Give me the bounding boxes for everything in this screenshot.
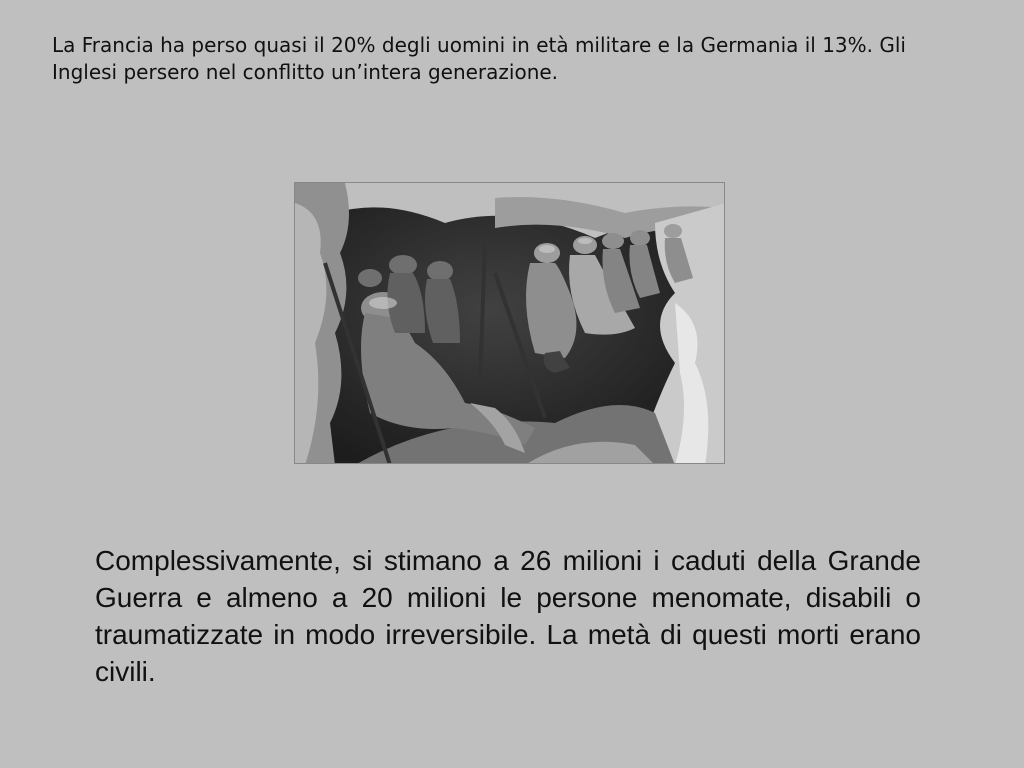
heading-text: La Francia ha perso quasi il 20% degli uomini in età militare e la Germania il 13%. Gli Inglesi persero nel conflitto un’intera generazione. bbox=[52, 33, 906, 84]
body-text: Complessivamente, si stimano a 26 milioni i caduti della Grande Guerra e almeno a 20 milioni le persone menomate, disabili o traumatizzate in modo irreversibile. La metà di questi morti erano civili. bbox=[95, 545, 921, 687]
trench-soldiers-photo bbox=[294, 182, 725, 464]
